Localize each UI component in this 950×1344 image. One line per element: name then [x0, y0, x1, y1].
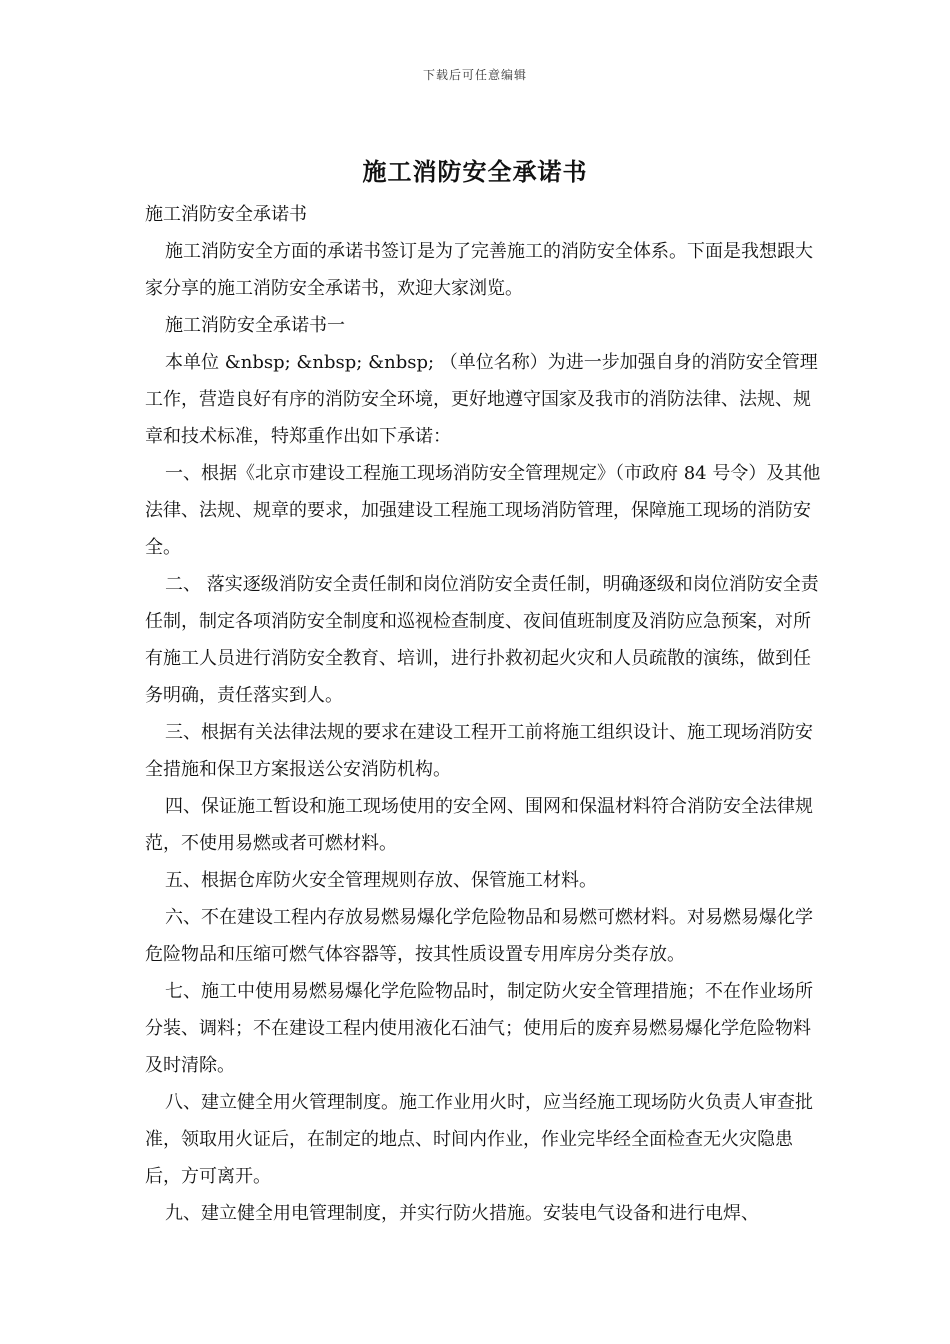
document-body [145, 196, 825, 1232]
paragraph-item-7: 七、施工中使用易燃易爆化学危险物品时，制定防火安全管理措施；不在作业场所分装、调料；不在建设工程内使用液化石油气；使用后的废弃易燃易爆化学危险物料及时清除。 [145, 981, 813, 1076]
paragraph-item-3: 三、根据有关法律法规的要求在建设工程开工前将施工组织设计、施工现场消防安全措施和保卫方案报送公安消防机构。 [145, 722, 813, 780]
paragraph-item-1: 一、根据《北京市建设工程施工现场消防安全管理规定》（市政府 84 号令）及其他法律、法规、规章的要求，加强建设工程施工现场消防管理，保障施工现场的消防安全。 [145, 463, 821, 558]
paragraph-item-5: 五、根据仓库防火安全管理规则存放、保管施工材料。 [165, 870, 597, 891]
paragraph-item-6: 六、不在建设工程内存放易燃易爆化学危险物品和易燃可燃材料。对易燃易爆化学危险物品和压缩可燃气体容器等，按其性质设置专用库房分类存放。 [145, 907, 813, 965]
document-subtitle: 施工消防安全承诺书 [145, 204, 307, 225]
header-note: 下载后可任意编辑 [422, 68, 527, 82]
document-title: 施工消防安全承诺书 [362, 157, 588, 186]
paragraph-section-heading: 施工消防安全承诺书一 [165, 315, 345, 336]
paragraph-intro: 施工消防安全方面的承诺书签订是为了完善施工的消防安全体系。下面是我想跟大家分享的施工消防安全承诺书，欢迎大家浏览。 [145, 241, 813, 299]
paragraph-item-9: 九、建立健全用电管理制度，并实行防火措施。安装电气设备和进行电焊、 [165, 1203, 759, 1224]
paragraph-item-8: 八、建立健全用火管理制度。施工作业用火时，应当经施工现场防火负责人审查批准，领取用火证后，在制定的地点、时间内作业，作业完毕经全面检查无火灾隐患后，方可离开。 [145, 1092, 813, 1187]
paragraph-item-4: 四、保证施工暂设和施工现场使用的安全网、围网和保温材料符合消防安全法律规范，不使用易燃或者可燃材料。 [145, 796, 813, 854]
paragraph-item-2: 二、 落实逐级消防安全责任制和岗位消防安全责任制，明确逐级和岗位消防安全责任制，制定各项消防安全制度和巡视检查制度、夜间值班制度及消防应急预案，对所有施工人员进行消防安全教育、培训，进行扑救初起火灾和人员疏散的演练，做到任务明确，责任落实到人。 [145, 574, 819, 706]
paragraph-commitment-preamble: 本单位 &nbsp; &nbsp; &nbsp; （单位名称）为进一步加强自身的消防安全管理工作，营造良好有序的消防安全环境，更好地遵守国家及我市的消防法律、法规、规章和技术标准，特郑重作出如下承诺： [145, 352, 818, 447]
